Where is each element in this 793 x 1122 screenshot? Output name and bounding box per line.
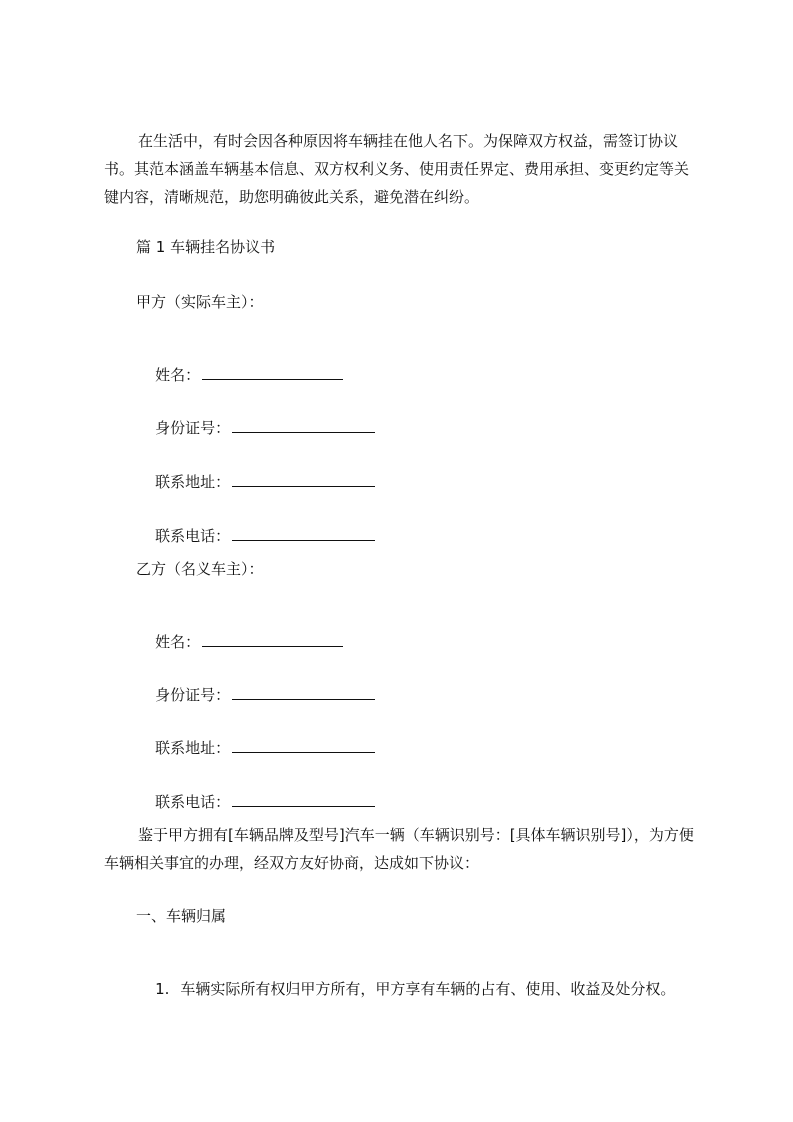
party-a-id-label: 身份证号： <box>155 419 231 437</box>
item-number: 1. <box>155 980 170 998</box>
preamble-paragraph: 鉴于甲方拥有[车辆品牌及型号]汽车一辆（车辆识别号：[具体车辆识别号]），为方便车辆相关事宜的办理，经双方友好协商，达成如下协议： <box>104 826 694 872</box>
section-1-heading: 一、车辆归属 <box>136 907 227 925</box>
party-a-heading: 甲方（实际车主）： <box>136 293 264 311</box>
party-b-id-field <box>136 665 375 704</box>
party-b-id-label: 身份证号： <box>155 686 231 704</box>
party-a-id-field <box>136 398 375 437</box>
party-b-address-blank <box>232 738 375 753</box>
party-a-phone-label: 联系电话： <box>155 527 231 545</box>
party-a-name-label: 姓名： <box>155 366 201 384</box>
party-a-name-field <box>136 345 343 384</box>
intro-paragraph: 在生活中，有时会因各种原因将车辆挂在他人名下。为保障双方权益，需签订协议书。其范本涵盖车辆基本信息、双方权利义务、使用责任界定、费用承担、变更约定等关键内容，清晰规范，助您明确彼此关系，避免潜在纠纷。 <box>104 132 690 206</box>
document-title: 篇 1 车辆挂名协议书 <box>136 238 276 256</box>
party-a-phone-field <box>136 506 375 545</box>
party-b-name-label: 姓名： <box>155 633 201 651</box>
party-b-heading: 乙方（名义车主）： <box>136 560 264 578</box>
party-b-name-blank <box>202 632 343 647</box>
party-a-phone-blank <box>232 526 375 541</box>
party-b-phone-blank <box>232 792 375 807</box>
party-b-phone-label: 联系电话： <box>155 793 231 811</box>
party-a-address-label: 联系地址： <box>155 473 231 491</box>
section-1-item-1 <box>136 959 676 998</box>
party-b-name-field <box>136 612 343 651</box>
party-b-address-field <box>136 718 375 757</box>
party-a-name-blank <box>202 365 343 380</box>
item-text: 车辆实际所有权归甲方所有，甲方享有车辆的占有、使用、收益及处分权。 <box>180 980 676 998</box>
party-b-address-label: 联系地址： <box>155 739 231 757</box>
party-b-phone-field <box>136 772 375 811</box>
party-a-address-blank <box>232 472 375 487</box>
party-a-address-field <box>136 452 375 491</box>
party-b-id-blank <box>232 685 375 700</box>
party-a-id-blank <box>232 418 375 433</box>
